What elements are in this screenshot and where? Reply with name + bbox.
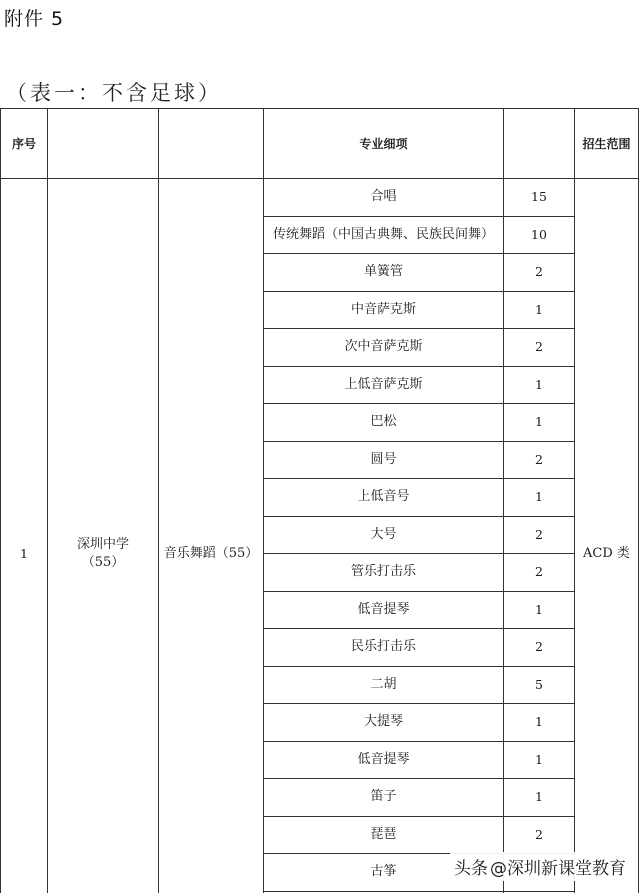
cell-count: 2	[504, 554, 575, 592]
header-detail: 专业细项	[264, 109, 504, 179]
cell-detail: 传统舞蹈（中国古典舞、民族民间舞）	[264, 216, 504, 254]
cell-detail: 低音提琴	[264, 741, 504, 779]
cell-detail: 琵琶	[264, 816, 504, 854]
cell-count: 2	[504, 254, 575, 292]
cell-count: 1	[504, 366, 575, 404]
watermark-handle: @深圳新课堂教育	[490, 859, 626, 879]
cell-detail: 民乐打击乐	[264, 629, 504, 667]
cell-detail: 低音提琴	[264, 591, 504, 629]
cell-count: 2	[504, 516, 575, 554]
cell-count: 5	[504, 666, 575, 704]
cell-school	[48, 179, 159, 893]
cell-detail: 中音萨克斯	[264, 291, 504, 329]
header-seq: 序号	[1, 109, 48, 179]
table-row	[1, 179, 639, 217]
cell-count: 1	[504, 404, 575, 442]
cell-detail: 合唱	[264, 179, 504, 217]
enrollment-table	[0, 108, 639, 893]
cell-detail: 二胡	[264, 666, 504, 704]
school-name: 深圳中学	[76, 536, 129, 552]
cell-count: 1	[504, 291, 575, 329]
cell-detail: 单簧管	[264, 254, 504, 292]
table-caption: （表一：不含足球）	[6, 81, 222, 105]
header-scope: 招生范围	[575, 109, 639, 179]
cell-detail: 大号	[264, 516, 504, 554]
cell-count: 1	[504, 779, 575, 817]
watermark	[450, 852, 630, 881]
cell-count: 1	[504, 591, 575, 629]
cell-count: 2	[504, 329, 575, 367]
cell-detail: 上低音号	[264, 479, 504, 517]
cell-detail: 上低音萨克斯	[264, 366, 504, 404]
cell-detail: 圆号	[264, 441, 504, 479]
cell-count: 1	[504, 741, 575, 779]
cell-count: 1	[504, 704, 575, 742]
enrollment-table-container	[0, 108, 640, 893]
cell-scope: ACD 类	[575, 179, 639, 893]
cell-detail: 古筝	[264, 854, 504, 892]
header-count	[504, 109, 575, 179]
cell-detail: 大提琴	[264, 704, 504, 742]
school-count: （55）	[81, 554, 125, 570]
header-category	[159, 109, 264, 179]
cell-count: 2	[504, 441, 575, 479]
watermark-prefix: 头条	[454, 859, 488, 879]
cell-count: 2	[504, 816, 575, 854]
cell-count: 10	[504, 216, 575, 254]
cell-detail: 笛子	[264, 779, 504, 817]
cell-detail: 管乐打击乐	[264, 554, 504, 592]
cell-count: 15	[504, 179, 575, 217]
cell-count: 1	[504, 479, 575, 517]
cell-seq: 1	[1, 179, 48, 893]
cell-category: 音乐舞蹈（55）	[159, 179, 264, 893]
header-school	[48, 109, 159, 179]
table-header-row	[1, 109, 639, 179]
cell-count: 2	[504, 629, 575, 667]
cell-detail: 巴松	[264, 404, 504, 442]
cell-detail: 次中音萨克斯	[264, 329, 504, 367]
attachment-title: 附件 5	[4, 8, 65, 30]
